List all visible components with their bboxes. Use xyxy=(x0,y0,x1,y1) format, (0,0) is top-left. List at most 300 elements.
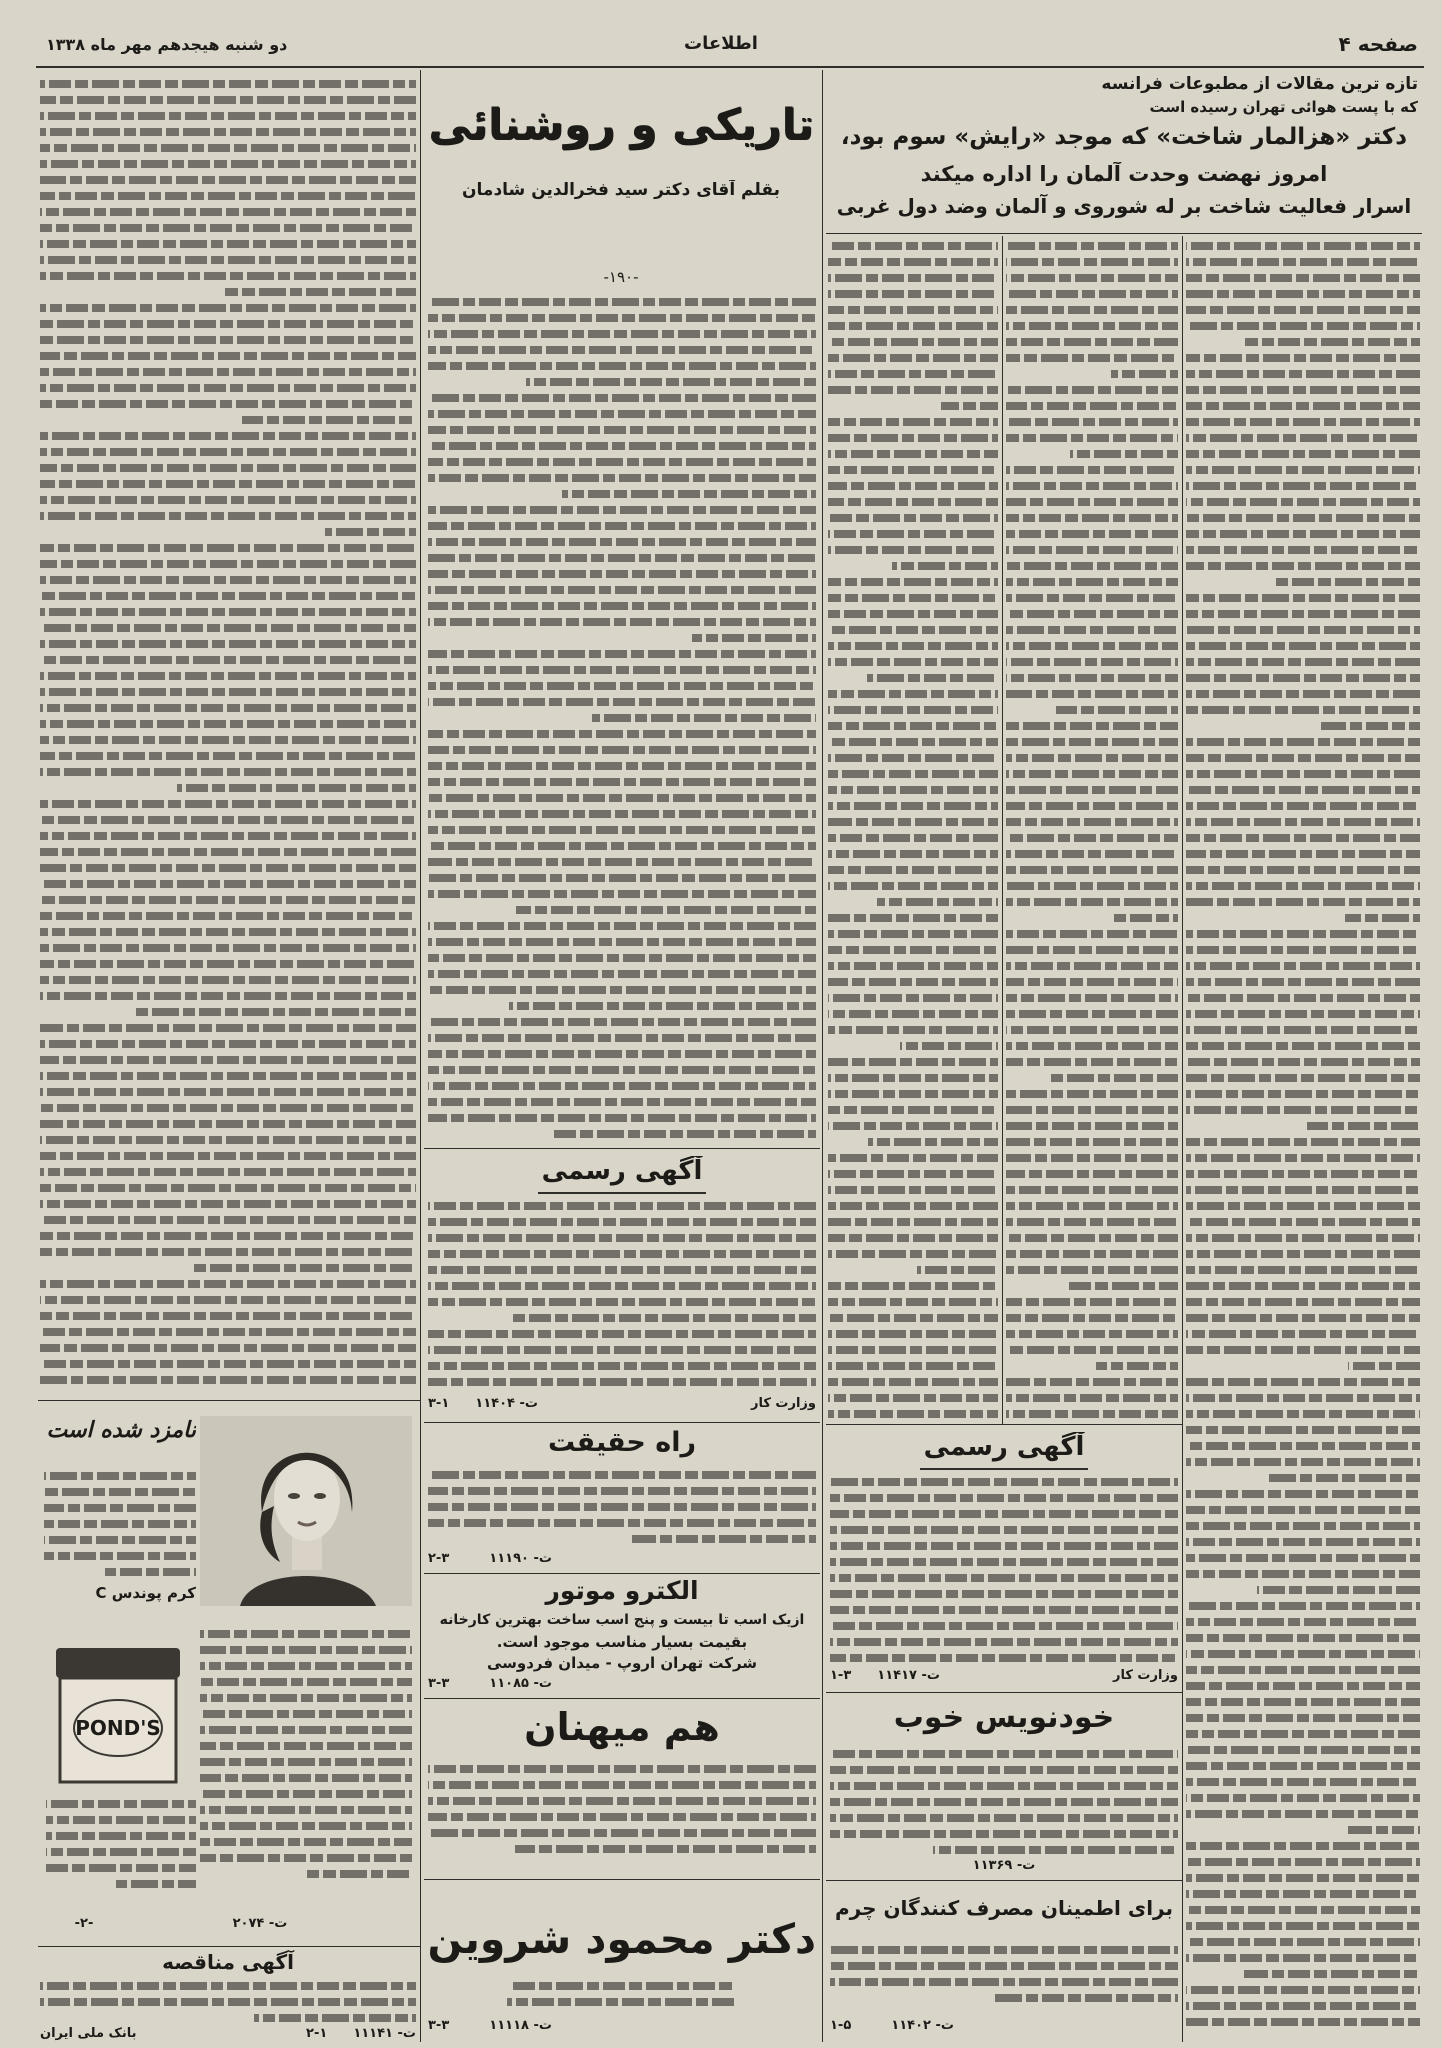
text-line xyxy=(428,1374,816,1390)
text-line xyxy=(1186,398,1420,414)
text-line xyxy=(1186,590,1420,606)
text-line xyxy=(1006,334,1178,350)
text-line xyxy=(1006,1102,1178,1118)
text-line xyxy=(1006,1022,1178,1038)
text-line xyxy=(828,686,998,702)
text-line xyxy=(1006,478,1178,494)
text-line xyxy=(1006,1198,1178,1214)
text-line xyxy=(428,582,816,598)
text-line xyxy=(1186,1598,1420,1614)
text-line xyxy=(428,1358,816,1374)
text-line xyxy=(1186,430,1420,446)
text-line xyxy=(828,1358,998,1374)
text-line xyxy=(1186,1486,1420,1502)
text-line xyxy=(1006,654,1178,670)
text-line xyxy=(1006,1086,1178,1102)
text-line xyxy=(1186,1374,1420,1390)
text-line xyxy=(828,1182,998,1198)
ad-run: -۲- xyxy=(74,1916,94,1931)
text-line xyxy=(428,358,816,374)
text-line xyxy=(40,1100,416,1116)
text-line xyxy=(1186,1550,1420,1566)
text-line xyxy=(1006,510,1178,526)
text-line xyxy=(177,780,416,796)
text-line xyxy=(1006,398,1178,414)
text-line xyxy=(828,702,998,718)
text-line xyxy=(428,1094,816,1110)
text-line xyxy=(1006,526,1178,542)
tender-ad xyxy=(40,1950,416,2042)
ad-run: ۳-۳ xyxy=(428,2018,450,2033)
text-line xyxy=(1186,1070,1420,1086)
text-line xyxy=(828,446,998,462)
text-line xyxy=(40,716,416,732)
text-line xyxy=(428,742,816,758)
page-number: صفحه ۴ xyxy=(1338,32,1418,56)
text-line xyxy=(40,828,416,844)
text-line xyxy=(40,700,416,716)
text-line xyxy=(428,726,816,742)
text-line xyxy=(1186,366,1420,382)
text-line xyxy=(428,614,816,630)
text-line xyxy=(1006,542,1178,558)
text-line xyxy=(828,734,998,750)
book-body xyxy=(428,1467,816,1547)
text-line xyxy=(44,1468,196,1484)
section-rule xyxy=(424,1148,820,1149)
text-line xyxy=(1186,1518,1420,1534)
text-line xyxy=(428,886,816,902)
ad-code: ت- ۲۰۷۴ xyxy=(232,1916,288,1931)
text-line xyxy=(1186,302,1420,318)
text-line xyxy=(1348,1358,1420,1374)
text-line xyxy=(1006,942,1178,958)
ad-code: ت- ۱۱۱۱۸ xyxy=(489,2018,552,2033)
text-line xyxy=(40,236,416,252)
text-line xyxy=(200,1674,412,1690)
text-line xyxy=(325,524,416,540)
text-line xyxy=(830,1490,1178,1506)
text-line xyxy=(428,326,816,342)
text-line xyxy=(105,1564,196,1580)
text-line xyxy=(1186,286,1420,302)
text-line xyxy=(828,1294,998,1310)
text-line xyxy=(1186,1278,1420,1294)
text-line xyxy=(40,764,416,780)
column-rule xyxy=(420,70,421,2042)
text-line xyxy=(428,438,816,454)
text-line xyxy=(1006,574,1178,590)
text-line xyxy=(40,652,416,668)
text-line xyxy=(830,1554,1178,1570)
text-line xyxy=(428,1777,816,1793)
text-line xyxy=(1186,702,1420,718)
ponds-product-name: کرم پوندس C xyxy=(95,1584,196,1602)
column-rule xyxy=(1002,236,1003,1424)
text-line xyxy=(1006,1182,1178,1198)
text-line xyxy=(1111,366,1178,382)
text-line xyxy=(428,1467,816,1483)
ad-run: ۲-۱ xyxy=(306,2026,328,2041)
text-line xyxy=(1245,334,1420,350)
text-line xyxy=(1006,814,1178,830)
text-line xyxy=(1186,542,1420,558)
text-line xyxy=(828,798,998,814)
candidate-body xyxy=(448,1978,796,2010)
text-line xyxy=(828,862,998,878)
text-line xyxy=(1186,494,1420,510)
text-line xyxy=(1006,254,1178,270)
text-line xyxy=(1006,350,1178,366)
text-line xyxy=(1096,1358,1178,1374)
woman-portrait xyxy=(200,1416,412,1606)
text-line xyxy=(1186,350,1420,366)
text-line xyxy=(830,1602,1178,1618)
text-line xyxy=(1186,686,1420,702)
text-line xyxy=(1186,2014,1420,2030)
notice-footer xyxy=(428,1396,816,1414)
text-line xyxy=(428,390,816,406)
ad-code: ت- ۱۱۱۹۰ xyxy=(489,1551,552,1566)
text-line xyxy=(1186,1646,1420,1662)
text-line xyxy=(828,526,998,542)
text-line xyxy=(40,1068,416,1084)
text-line xyxy=(828,1390,998,1406)
text-line xyxy=(1186,462,1420,478)
text-line xyxy=(1006,622,1178,638)
text-line xyxy=(428,342,816,358)
text-line xyxy=(40,1994,416,2010)
text-line xyxy=(941,398,998,414)
section-rule xyxy=(826,1424,1182,1425)
text-line xyxy=(1006,1214,1178,1230)
text-line xyxy=(830,1650,1178,1666)
text-line xyxy=(828,1022,998,1038)
text-line xyxy=(1272,574,1420,590)
text-line xyxy=(428,566,816,582)
text-line xyxy=(828,382,998,398)
section-rule xyxy=(424,1573,820,1574)
official-notice-ad xyxy=(830,1428,1178,1688)
text-line xyxy=(830,1538,1178,1554)
text-line xyxy=(828,606,998,622)
text-line xyxy=(1006,1374,1178,1390)
text-line xyxy=(242,412,416,428)
text-line xyxy=(1006,1118,1178,1134)
text-line xyxy=(828,1246,998,1262)
text-line xyxy=(1186,1726,1420,1742)
text-line xyxy=(1186,766,1420,782)
text-line xyxy=(828,958,998,974)
text-line xyxy=(1186,1326,1420,1342)
text-line xyxy=(40,1372,416,1388)
text-line xyxy=(828,1230,998,1246)
text-line xyxy=(1006,894,1178,910)
text-line xyxy=(40,1978,416,1994)
notice-footer xyxy=(830,1668,1178,1686)
text-line xyxy=(428,678,816,694)
ad-run: ۱-۳ xyxy=(830,1668,852,1683)
text-line xyxy=(1006,974,1178,990)
text-line xyxy=(1006,1342,1178,1358)
text-line xyxy=(1186,1422,1420,1438)
text-line xyxy=(40,428,416,444)
text-line xyxy=(40,332,416,348)
text-line xyxy=(828,830,998,846)
text-line xyxy=(40,876,416,892)
text-line xyxy=(1006,638,1178,654)
text-line xyxy=(40,1324,416,1340)
text-line xyxy=(40,636,416,652)
text-line xyxy=(1186,1694,1420,1710)
notice-title: آگهی رسمی xyxy=(538,1156,706,1194)
leather-title: برای اطمینان مصرف کنندگان چرم xyxy=(835,1896,1173,1920)
text-line xyxy=(1186,1678,1420,1694)
notice-codes xyxy=(428,1396,538,1414)
text-line xyxy=(830,1826,1178,1842)
text-line xyxy=(1006,990,1178,1006)
book-footer xyxy=(428,1551,816,1569)
text-line xyxy=(428,470,816,486)
text-line xyxy=(428,406,816,422)
issue-date: دو شنبه هیجدهم مهر ماه ۱۳۳۸ xyxy=(46,35,288,54)
text-line xyxy=(828,1118,998,1134)
ponds-copy-script xyxy=(44,1468,196,1580)
text-line xyxy=(428,294,816,310)
ad-code: ت- ۱۱۴۰۴ xyxy=(475,1396,538,1411)
text-line xyxy=(1186,926,1420,942)
text-line xyxy=(1006,238,1178,254)
text-line xyxy=(200,1770,412,1786)
article-deck: اسرار فعالیت شاخت بر له شوروی و آلمان وضد دول غربی xyxy=(836,194,1412,218)
text-line xyxy=(428,822,816,838)
text-line xyxy=(1257,1582,1420,1598)
text-line xyxy=(1006,558,1178,574)
text-line xyxy=(40,796,416,812)
text-line xyxy=(830,1958,1178,1974)
text-line xyxy=(516,902,816,918)
text-line xyxy=(828,1310,998,1326)
text-line xyxy=(1006,382,1178,398)
ad-code: ت- ۱۱۰۸۵ xyxy=(489,1676,552,1691)
text-line xyxy=(828,766,998,782)
text-line xyxy=(1186,1886,1420,1902)
text-line xyxy=(692,630,816,646)
text-line xyxy=(1186,1790,1420,1806)
text-line xyxy=(1056,702,1178,718)
text-line xyxy=(511,1978,733,1994)
text-line xyxy=(40,108,416,124)
text-line xyxy=(40,1340,416,1356)
text-line xyxy=(225,284,416,300)
text-line xyxy=(428,1793,816,1809)
text-line xyxy=(828,478,998,494)
text-line xyxy=(1006,878,1178,894)
text-line xyxy=(1006,1166,1178,1182)
notice-codes xyxy=(830,1668,940,1686)
text-line xyxy=(44,1484,196,1500)
text-line xyxy=(40,300,416,316)
text-line xyxy=(828,302,998,318)
text-line xyxy=(40,140,416,156)
text-line xyxy=(192,1260,416,1276)
compatriots-body xyxy=(428,1761,816,1857)
text-line xyxy=(1006,958,1178,974)
text-line xyxy=(44,1532,196,1548)
text-line xyxy=(828,318,998,334)
text-line xyxy=(828,254,998,270)
text-line xyxy=(1345,910,1420,926)
text-line xyxy=(828,1214,998,1230)
text-line xyxy=(1186,1198,1420,1214)
text-line xyxy=(828,542,998,558)
text-line xyxy=(428,646,816,662)
text-line xyxy=(428,1499,816,1515)
text-line xyxy=(200,1818,412,1834)
text-line xyxy=(1006,670,1178,686)
text-line xyxy=(428,550,816,566)
text-line xyxy=(828,1006,998,1022)
text-line xyxy=(46,1860,196,1876)
text-line xyxy=(40,1164,416,1180)
text-line xyxy=(428,1062,816,1078)
text-line xyxy=(40,924,416,940)
text-line xyxy=(515,1841,816,1857)
text-line xyxy=(1006,1054,1178,1070)
text-line xyxy=(40,1292,416,1308)
text-line xyxy=(40,316,416,332)
text-line xyxy=(867,670,998,686)
text-line xyxy=(828,1070,998,1086)
text-line xyxy=(1006,414,1178,430)
text-line xyxy=(828,1342,998,1358)
text-line xyxy=(828,590,998,606)
text-line xyxy=(828,1326,998,1342)
text-line xyxy=(40,1308,416,1324)
text-line xyxy=(830,1522,1178,1538)
text-line xyxy=(40,1116,416,1132)
text-line xyxy=(200,1754,412,1770)
motor-line-2: بقیمت بسیار مناسب موجود است. xyxy=(496,1633,748,1651)
text-line xyxy=(428,950,816,966)
text-line xyxy=(1186,1038,1420,1054)
text-line xyxy=(1186,1566,1420,1582)
text-line xyxy=(40,908,416,924)
text-line xyxy=(1006,318,1178,334)
text-line xyxy=(828,654,998,670)
text-line xyxy=(428,1326,816,1342)
notice-issuer: وزارت کار xyxy=(1112,1668,1178,1683)
text-line xyxy=(828,1278,998,1294)
text-line xyxy=(1267,1470,1420,1486)
text-line xyxy=(40,460,416,476)
text-line xyxy=(428,1246,816,1262)
candidate-footer xyxy=(428,2018,816,2036)
text-line xyxy=(828,366,998,382)
text-line xyxy=(46,1812,196,1828)
text-line xyxy=(428,310,816,326)
text-line xyxy=(428,1262,816,1278)
ponds-copy-right xyxy=(200,1626,412,1898)
ad-run: ۱-۵ xyxy=(830,2018,852,2033)
jar-label: POND'S xyxy=(75,1716,161,1740)
text-line xyxy=(1006,1310,1178,1326)
tender-body xyxy=(40,1978,416,2026)
text-line xyxy=(1006,846,1178,862)
section-rule xyxy=(424,1698,820,1699)
ad-run: ۲-۳ xyxy=(428,1551,450,1566)
serial-episode-number: -۱۹۰- xyxy=(603,268,639,286)
text-line xyxy=(830,1942,1178,1958)
text-line xyxy=(1321,718,1420,734)
text-line xyxy=(1186,1086,1420,1102)
text-line xyxy=(1186,958,1420,974)
article-headline: دکتر «هزالمار شاخت» که موجد «رایش» سوم بود، xyxy=(840,124,1408,150)
text-line xyxy=(40,1212,416,1228)
text-line xyxy=(40,556,416,572)
book-title: راه حقیقت xyxy=(547,1427,697,1458)
text-line xyxy=(40,348,416,364)
text-line xyxy=(1006,686,1178,702)
notice-body xyxy=(428,1198,816,1390)
text-line xyxy=(40,604,416,620)
left-article-body xyxy=(40,76,416,1394)
text-line xyxy=(1006,750,1178,766)
ponds-jar-image xyxy=(46,1640,190,1790)
ponds-headline: نامزد شده است xyxy=(46,1418,196,1443)
text-line xyxy=(1186,830,1420,846)
text-line xyxy=(1186,1390,1420,1406)
text-line xyxy=(1006,1230,1178,1246)
text-line xyxy=(830,1794,1178,1810)
text-line xyxy=(200,1722,412,1738)
text-line xyxy=(428,774,816,790)
tender-codes xyxy=(306,2026,416,2042)
text-line xyxy=(1006,1038,1178,1054)
ponds-cream-ad xyxy=(40,1404,416,1942)
text-line xyxy=(526,374,816,390)
text-line xyxy=(40,492,416,508)
text-line xyxy=(40,1084,416,1100)
text-line xyxy=(828,718,998,734)
text-line xyxy=(40,540,416,556)
text-line xyxy=(40,188,416,204)
book-ad xyxy=(428,1425,816,1571)
text-line xyxy=(40,588,416,604)
text-line xyxy=(1006,1150,1178,1166)
text-line xyxy=(828,990,998,1006)
text-line xyxy=(1186,1406,1420,1422)
text-line xyxy=(1186,782,1420,798)
text-line xyxy=(1186,1902,1420,1918)
text-line xyxy=(828,1166,998,1182)
text-line xyxy=(1186,1454,1420,1470)
text-line xyxy=(428,1342,816,1358)
text-line xyxy=(1186,974,1420,990)
text-line xyxy=(828,638,998,654)
text-line xyxy=(200,1706,412,1722)
text-line xyxy=(428,1110,816,1126)
text-line xyxy=(1186,1502,1420,1518)
text-line xyxy=(40,508,416,524)
text-line xyxy=(40,812,416,828)
serial-byline: بقلم آقای دکتر سید فخرالدین شادمان xyxy=(462,180,780,200)
text-line xyxy=(828,574,998,590)
article-kicker-line-2: که با پست هوائی تهران رسیده است xyxy=(1149,98,1418,116)
text-line xyxy=(1006,862,1178,878)
text-line xyxy=(40,988,416,1004)
motor-company: شرکت تهران اروپ - میدان فردوسی xyxy=(486,1654,758,1672)
